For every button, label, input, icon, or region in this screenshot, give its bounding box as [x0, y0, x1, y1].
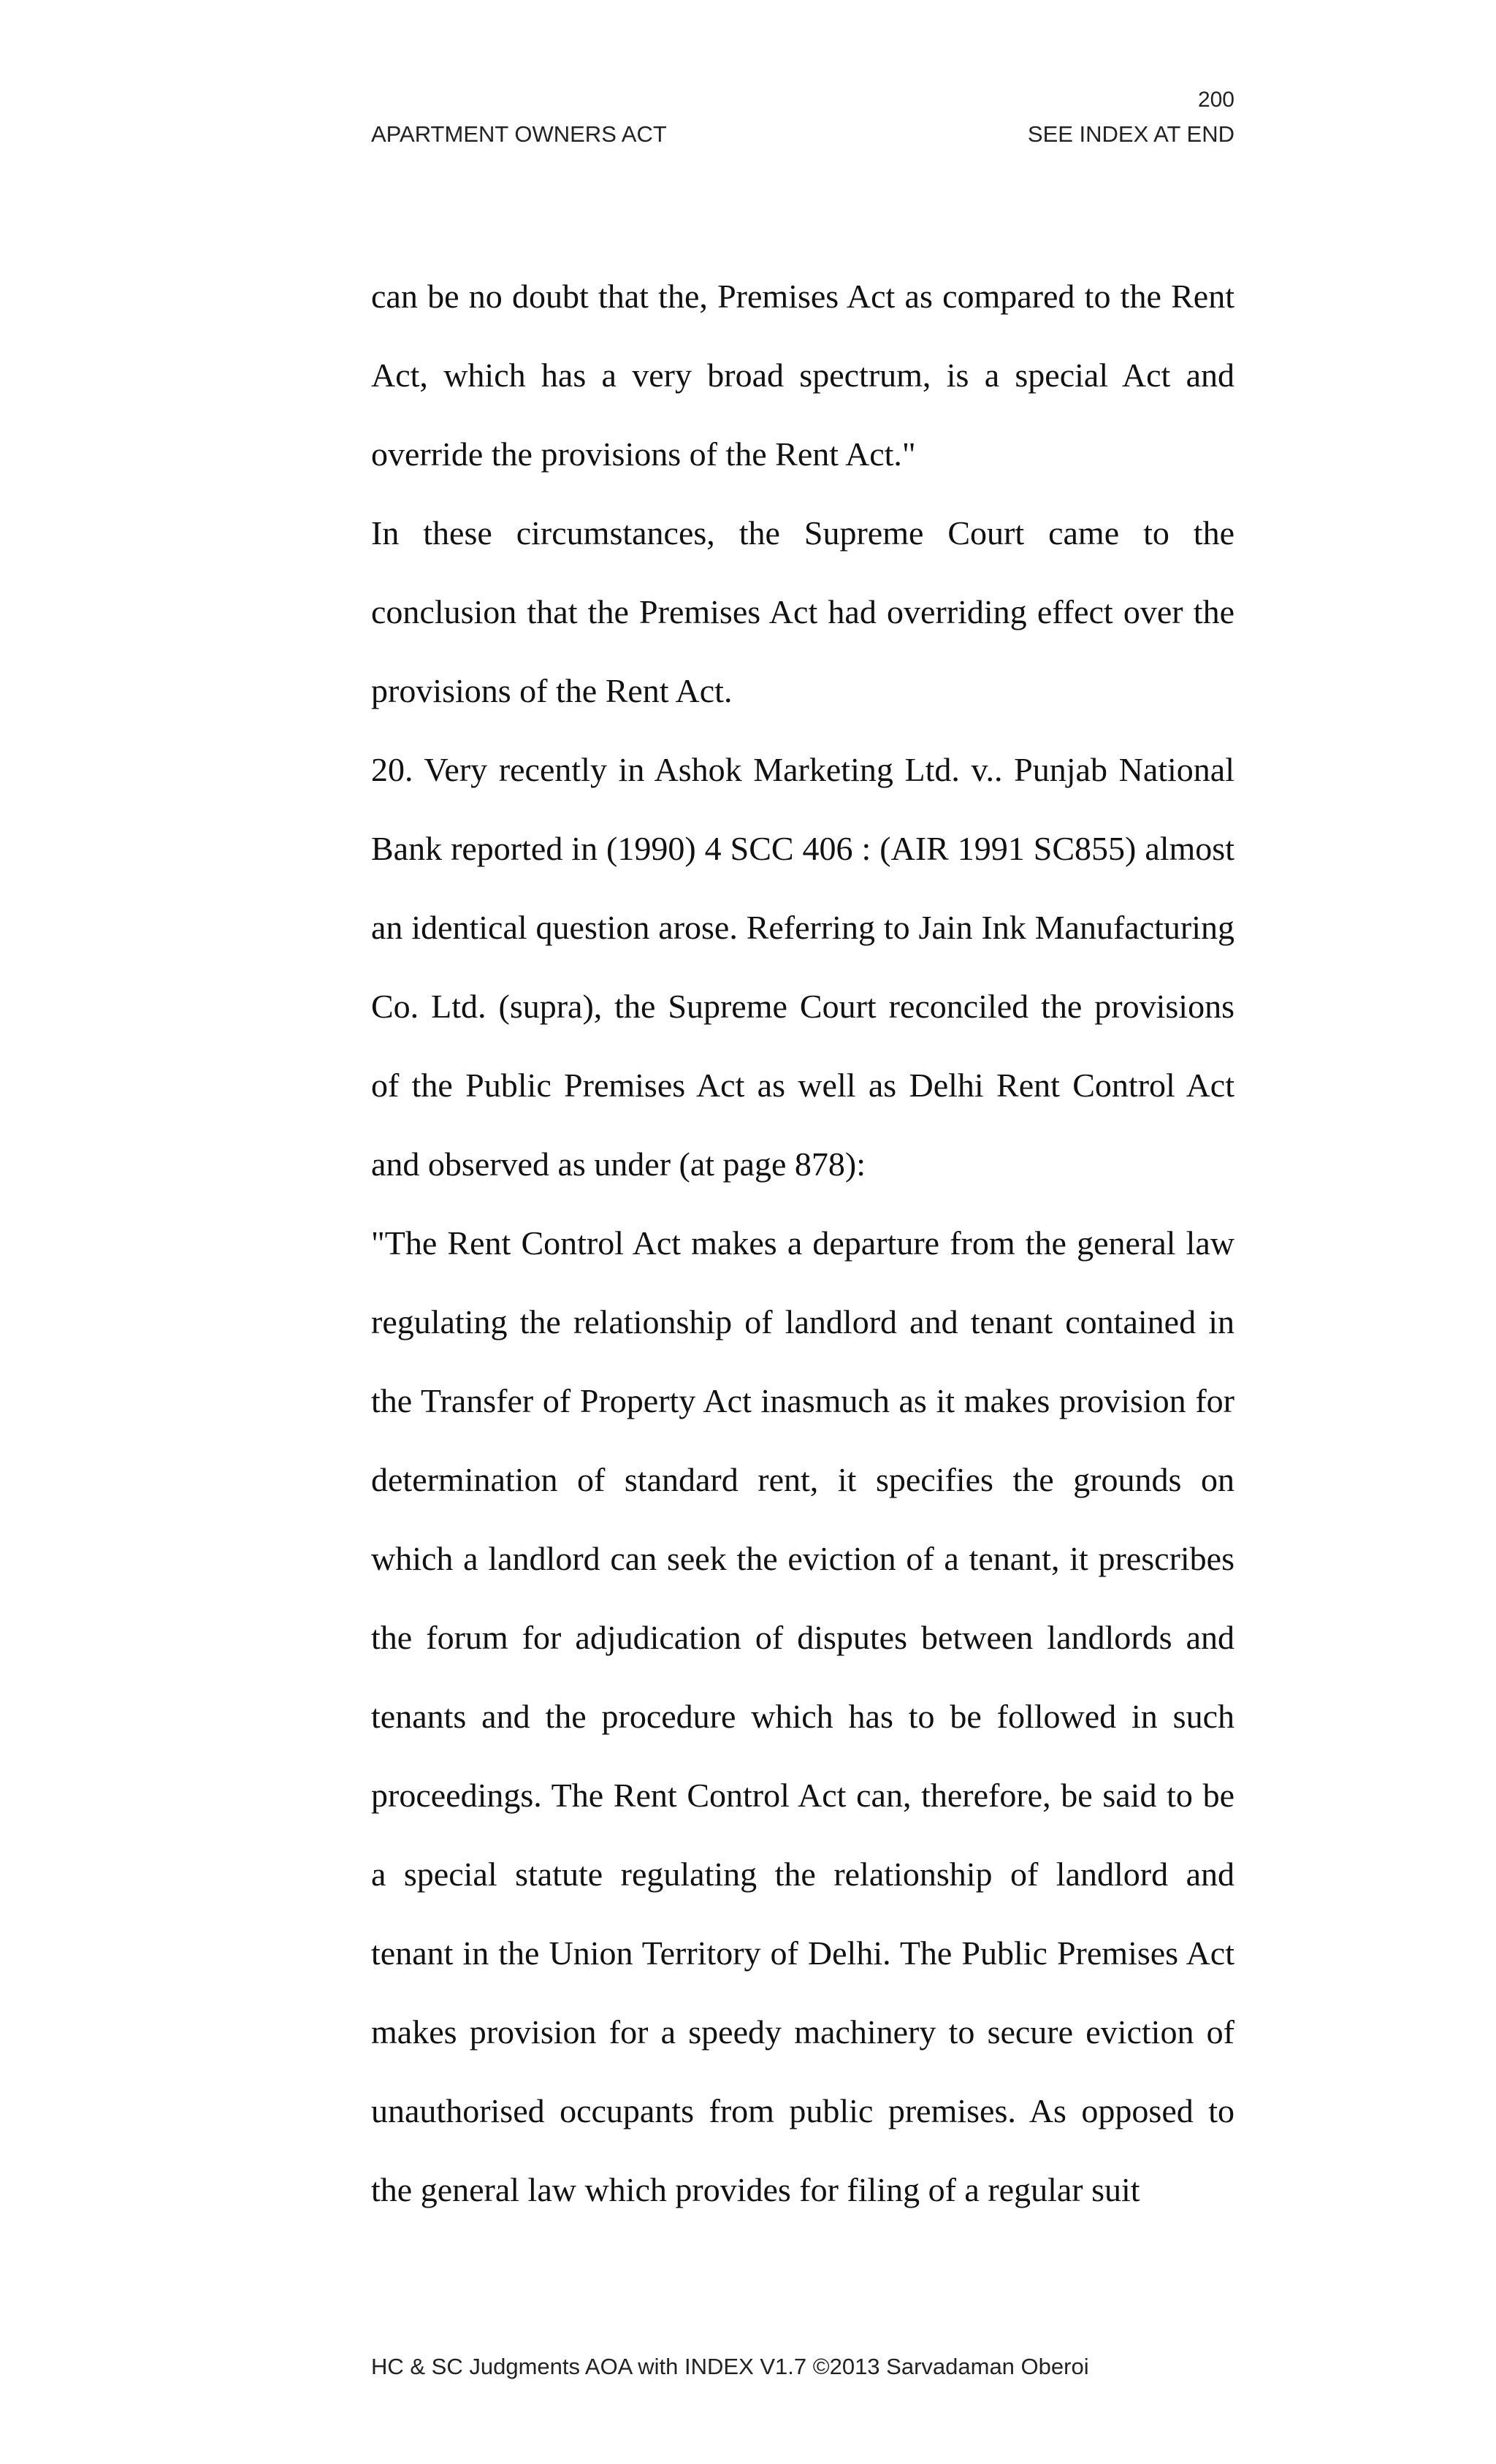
paragraph-4: "The Rent Control Act makes a departure from the general law regulating the relationship of landlord and tenant contained in the Transfer of Property Act inasmuch as it makes provision for determination of standard rent, it specifies the grounds on which a landlord can seek the eviction of a tenant, it prescribes the forum for adjudication of disputes between landlords and tenants and the procedure which has to be followed in such proceedings. The Rent Control Act can, therefore, be said to be a special statute regulating the relationship of landlord and tenant in the Union Territory of Delhi. The Public Premises Act makes provision for a speedy machinery to secure eviction of unauthorised occupants from public premises. As opposed to the general law which provides for filing of a regular suit	[371, 1224, 1234, 2208]
paragraph-3: 20. Very recently in Ashok Marketing Ltd. v.. Punjab National Bank reported in (1990) 4 SCC 406 : (AIR 1991 SC855) almost an identical question arose. Referring to Jain Ink Manufacturing Co. Ltd. (supra), the Supreme Court reconciled the provisions of the Public Premises Act as well as Delhi Rent Control Act and observed as under (at page 878):	[371, 751, 1234, 1183]
page-number: 200	[1197, 88, 1234, 112]
header-right-title: SEE INDEX AT END	[1027, 121, 1234, 147]
paragraph-1: can be no doubt that the, Premises Act as compared to the Rent Act, which has a very broad spectrum, is a special Act and override the provisions of the Rent Act."	[371, 278, 1234, 473]
document-body	[371, 257, 1234, 2230]
running-header	[371, 121, 1234, 148]
header-left-title: APARTMENT OWNERS ACT	[371, 121, 667, 147]
page-footer: HC & SC Judgments AOA with INDEX V1.7 ©2013 Sarvadaman Oberoi	[371, 2354, 1089, 2379]
paragraph-2: In these circumstances, the Supreme Court came to the conclusion that the Premises Act had overriding effect over the provisions of the Rent Act.	[371, 514, 1234, 709]
